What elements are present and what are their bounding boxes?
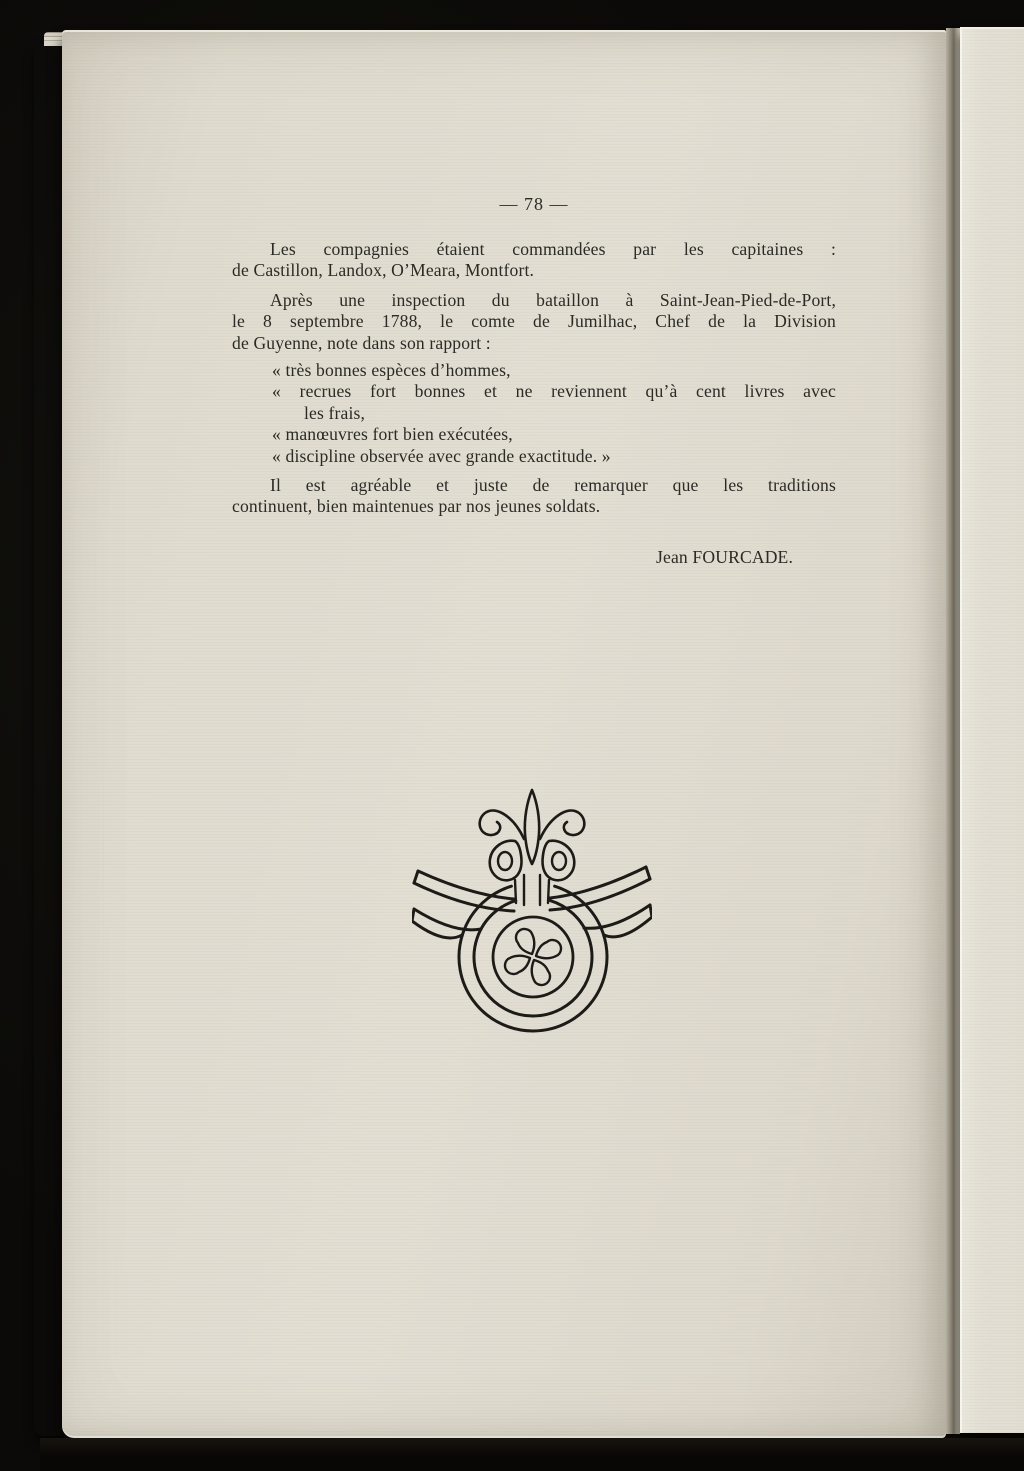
book-bottom-shadow bbox=[40, 1438, 1024, 1471]
quote-line: « très bonnes espèces d’hommes, bbox=[272, 360, 511, 381]
text-block bbox=[232, 239, 836, 568]
paragraph-line: de Castillon, Landox, O’Meara, Montfort. bbox=[232, 260, 535, 281]
paragraph-line: Les compagnies étaient commandées par les capitaines : bbox=[270, 239, 836, 259]
quote-line: les frais, bbox=[304, 402, 366, 423]
book-page bbox=[62, 30, 946, 1438]
paragraph-line: continuent, bien maintenues par nos jeunes soldats. bbox=[232, 496, 601, 517]
adjacent-page-edge bbox=[960, 27, 1024, 1433]
paragraph-line: Il est agréable et juste de remarquer que les traditions bbox=[270, 475, 836, 496]
basque-lauburu-emblem-icon bbox=[412, 787, 652, 1039]
author-signature: Jean FOURCADE. bbox=[656, 546, 793, 567]
page-number: — 78 — bbox=[499, 194, 569, 214]
paragraph-line: Après une inspection du bataillon à Saint-Jean-Pied-de-Port, bbox=[270, 289, 836, 310]
quote-line: « manœuvres fort bien exécutées, bbox=[272, 424, 513, 445]
quote-line: « recrues fort bonnes et ne reviennent qu’à cent livres avec bbox=[272, 381, 836, 402]
paragraph-line: le 8 septembre 1788, le comte de Jumilhac, Chef de la Division bbox=[232, 311, 836, 332]
quote-line: « discipline observée avec grande exactitude. » bbox=[272, 445, 611, 466]
book-gutter-fold bbox=[946, 28, 960, 1434]
paragraph-line: de Guyenne, note dans son rapport : bbox=[232, 332, 491, 353]
